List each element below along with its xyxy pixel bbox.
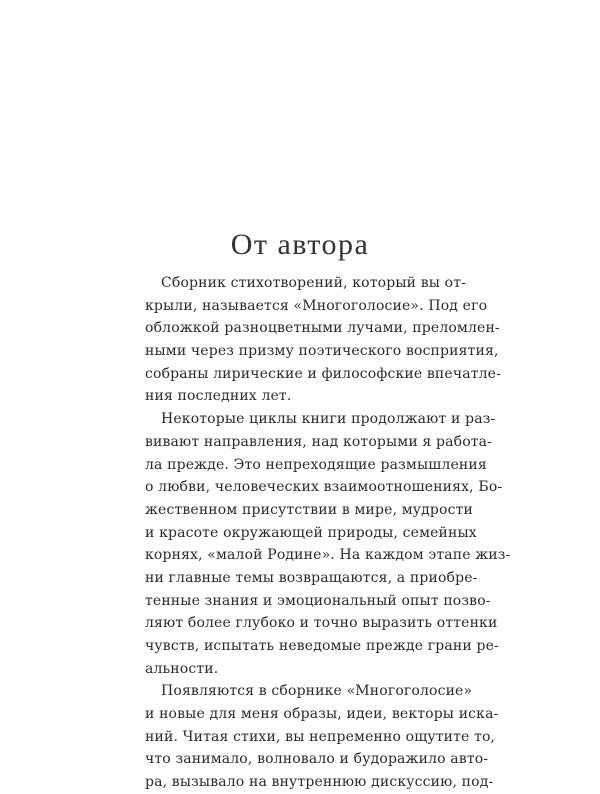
text-line: ра, вызывало на внутреннюю дискуссию, под- (145, 774, 494, 791)
text-line: собраны лирические и философские впечатле- (145, 365, 501, 382)
text-line: что занимало, волновало и будоражило авто- (145, 751, 489, 768)
text-line: альности. (145, 660, 219, 677)
text-line: о любви, человеческих взаимоотношениях, Бо- (145, 479, 503, 496)
text-line: чувств, испытать неведомые прежде грани ре- (145, 638, 499, 654)
text-line: ла прежде. Это непреходящие размышления (145, 456, 487, 473)
body-text (145, 272, 511, 794)
text-line: Сборник стихотворений, который вы от- (161, 275, 466, 291)
text-line: ния последних лет. (145, 388, 292, 405)
text-line: ни главные темы возвращаются, а приобре- (145, 569, 478, 586)
text-line: ными через призму поэтического восприятия, (145, 343, 499, 360)
text-line: Появляются в сборнике «Многоголосие» (161, 683, 473, 700)
page-title: От автора (230, 228, 370, 261)
text-line: крыли, называется «Многоголосие». Под его (145, 297, 488, 314)
text-line: Некоторые циклы книги продолжают и раз- (161, 411, 496, 428)
text-line: вивают направления, над которыми я работа- (145, 433, 493, 450)
text-line: ний. Читая стихи, вы непременно ощутите то, (145, 728, 496, 745)
text-line: корнях, «малой Родине». На каждом этапе жиз- (145, 547, 511, 564)
text-line: и новые для меня образы, идеи, векторы иска- (145, 706, 499, 723)
text-line: ляют более глубоко и точно выразить оттенки (145, 615, 498, 632)
text-line: и красоте окружающей природы, семейных (145, 524, 477, 541)
text-line: тенные знания и эмоциональный опыт позво- (145, 592, 491, 609)
text-line: обложкой разноцветными лучами, преломлен- (145, 320, 500, 337)
text-line: жественном присутствии в мире, мудрости (145, 501, 473, 518)
